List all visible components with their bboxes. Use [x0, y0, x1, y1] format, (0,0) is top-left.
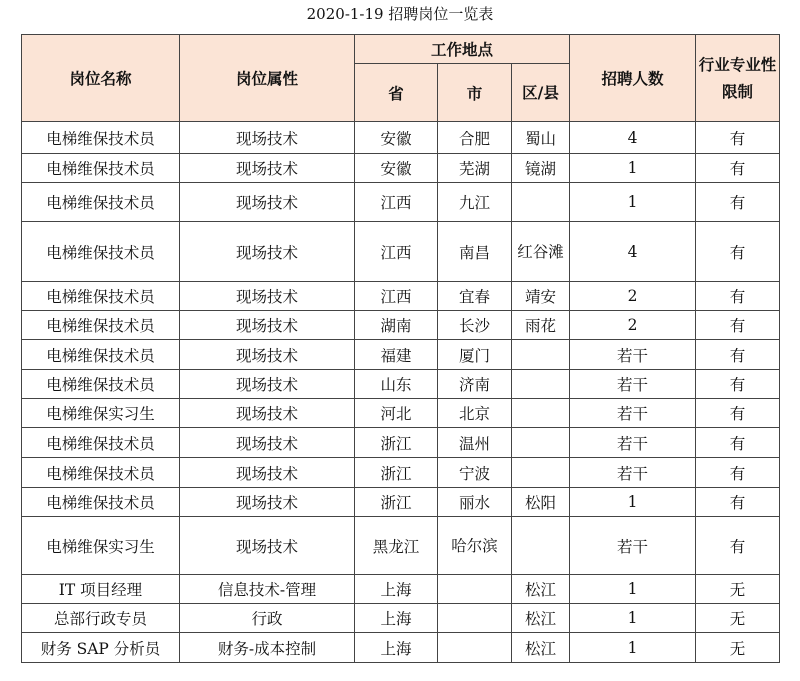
cell-name: 电梯维保技术员	[22, 340, 180, 370]
cell-city: 厦门	[438, 340, 512, 370]
table-row	[22, 282, 780, 311]
table-row	[22, 340, 780, 370]
cell-count: 1	[570, 575, 696, 604]
table-row	[22, 517, 780, 575]
table-row	[22, 154, 780, 183]
cell-restriction: 无	[696, 633, 780, 663]
cell-restriction: 有	[696, 399, 780, 428]
cell-city: 温州	[438, 428, 512, 458]
cell-restriction: 有	[696, 517, 780, 575]
cell-attr: 财务-成本控制	[180, 633, 355, 663]
cell-district: 松江	[512, 604, 570, 633]
cell-attr: 现场技术	[180, 370, 355, 399]
cell-restriction: 有	[696, 154, 780, 183]
cell-district	[512, 428, 570, 458]
header-district: 区/县	[512, 64, 570, 122]
cell-count: 若干	[570, 428, 696, 458]
cell-city	[438, 633, 512, 663]
table-row	[22, 575, 780, 604]
table-row	[22, 222, 780, 282]
cell-province: 上海	[355, 604, 438, 633]
cell-city: 合肥	[438, 122, 512, 154]
cell-attr: 行政	[180, 604, 355, 633]
cell-district: 镜湖	[512, 154, 570, 183]
cell-province: 江西	[355, 222, 438, 282]
cell-attr: 现场技术	[180, 282, 355, 311]
cell-district: 靖安	[512, 282, 570, 311]
cell-restriction: 有	[696, 183, 780, 222]
cell-count: 若干	[570, 340, 696, 370]
cell-city: 芜湖	[438, 154, 512, 183]
cell-attr: 现场技术	[180, 517, 355, 575]
cell-name: 电梯维保实习生	[22, 517, 180, 575]
cell-district	[512, 340, 570, 370]
table-row	[22, 122, 780, 154]
cell-district	[512, 183, 570, 222]
header-city: 市	[438, 64, 512, 122]
cell-city	[438, 604, 512, 633]
cell-count: 1	[570, 154, 696, 183]
cell-province: 山东	[355, 370, 438, 399]
table-row	[22, 488, 780, 517]
cell-district: 松阳	[512, 488, 570, 517]
cell-district: 红谷滩	[512, 222, 570, 282]
cell-name: 电梯维保技术员	[22, 222, 180, 282]
cell-name: 电梯维保技术员	[22, 488, 180, 517]
cell-count: 2	[570, 311, 696, 340]
table-row	[22, 604, 780, 633]
cell-city: 北京	[438, 399, 512, 428]
cell-province: 安徽	[355, 122, 438, 154]
cell-restriction: 无	[696, 604, 780, 633]
cell-attr: 现场技术	[180, 311, 355, 340]
table-caption: 2020-1-19 招聘岗位一览表	[306, 5, 494, 23]
cell-name: 电梯维保技术员	[22, 458, 180, 488]
table-row	[22, 370, 780, 399]
table-row	[22, 633, 780, 663]
cell-attr: 现场技术	[180, 222, 355, 282]
cell-restriction: 有	[696, 122, 780, 154]
cell-city: 济南	[438, 370, 512, 399]
cell-count: 若干	[570, 370, 696, 399]
cell-name: 电梯维保技术员	[22, 428, 180, 458]
cell-attr: 现场技术	[180, 122, 355, 154]
cell-province: 河北	[355, 399, 438, 428]
cell-province: 福建	[355, 340, 438, 370]
cell-name: 电梯维保实习生	[22, 399, 180, 428]
cell-district: 雨花	[512, 311, 570, 340]
cell-district: 松江	[512, 575, 570, 604]
cell-province: 上海	[355, 575, 438, 604]
table-row	[22, 458, 780, 488]
cell-province: 浙江	[355, 428, 438, 458]
cell-province: 江西	[355, 183, 438, 222]
cell-city	[438, 575, 512, 604]
header-province: 省	[355, 64, 438, 122]
cell-district	[512, 517, 570, 575]
cell-restriction: 有	[696, 311, 780, 340]
table-row	[22, 311, 780, 340]
recruitment-table	[21, 34, 780, 663]
cell-attr: 现场技术	[180, 458, 355, 488]
cell-attr: 现场技术	[180, 428, 355, 458]
table-row	[22, 428, 780, 458]
cell-count: 1	[570, 488, 696, 517]
table-body	[22, 122, 780, 663]
cell-city: 丽水	[438, 488, 512, 517]
cell-city: 长沙	[438, 311, 512, 340]
cell-restriction: 有	[696, 370, 780, 399]
cell-name: 电梯维保技术员	[22, 370, 180, 399]
cell-attr: 现场技术	[180, 183, 355, 222]
cell-province: 湖南	[355, 311, 438, 340]
cell-city: 九江	[438, 183, 512, 222]
cell-province: 浙江	[355, 488, 438, 517]
cell-count: 若干	[570, 458, 696, 488]
cell-restriction: 有	[696, 458, 780, 488]
cell-attr: 现场技术	[180, 154, 355, 183]
cell-name: 财务 SAP 分析员	[22, 633, 180, 663]
cell-district: 松江	[512, 633, 570, 663]
cell-restriction: 有	[696, 340, 780, 370]
cell-count: 若干	[570, 517, 696, 575]
table-row	[22, 183, 780, 222]
cell-name: 电梯维保技术员	[22, 311, 180, 340]
cell-city: 哈尔滨	[438, 517, 512, 575]
header-industry-restriction: 行业专业性限制	[696, 35, 780, 122]
cell-district: 蜀山	[512, 122, 570, 154]
cell-district	[512, 370, 570, 399]
cell-attr: 现场技术	[180, 340, 355, 370]
cell-name: 电梯维保技术员	[22, 122, 180, 154]
cell-restriction: 无	[696, 575, 780, 604]
cell-attr: 信息技术-管理	[180, 575, 355, 604]
cell-province: 江西	[355, 282, 438, 311]
cell-count: 若干	[570, 399, 696, 428]
header-headcount: 招聘人数	[570, 35, 696, 122]
cell-restriction: 有	[696, 222, 780, 282]
cell-city: 宁波	[438, 458, 512, 488]
cell-attr: 现场技术	[180, 399, 355, 428]
cell-count: 1	[570, 633, 696, 663]
cell-province: 上海	[355, 633, 438, 663]
cell-count: 1	[570, 604, 696, 633]
cell-district	[512, 458, 570, 488]
cell-name: 电梯维保技术员	[22, 282, 180, 311]
cell-count: 4	[570, 222, 696, 282]
cell-district	[512, 399, 570, 428]
cell-name: 电梯维保技术员	[22, 183, 180, 222]
cell-restriction: 有	[696, 428, 780, 458]
cell-count: 4	[570, 122, 696, 154]
cell-city: 南昌	[438, 222, 512, 282]
cell-province: 黑龙江	[355, 517, 438, 575]
cell-count: 1	[570, 183, 696, 222]
cell-city: 宜春	[438, 282, 512, 311]
cell-restriction: 有	[696, 282, 780, 311]
cell-province: 安徽	[355, 154, 438, 183]
cell-name: IT 项目经理	[22, 575, 180, 604]
cell-province: 浙江	[355, 458, 438, 488]
cell-name: 电梯维保技术员	[22, 154, 180, 183]
cell-restriction: 有	[696, 488, 780, 517]
cell-attr: 现场技术	[180, 488, 355, 517]
header-work-location: 工作地点	[355, 35, 570, 64]
header-position-attr: 岗位属性	[180, 35, 355, 122]
header-position-name: 岗位名称	[22, 35, 180, 122]
table-row	[22, 399, 780, 428]
cell-count: 2	[570, 282, 696, 311]
cell-name: 总部行政专员	[22, 604, 180, 633]
